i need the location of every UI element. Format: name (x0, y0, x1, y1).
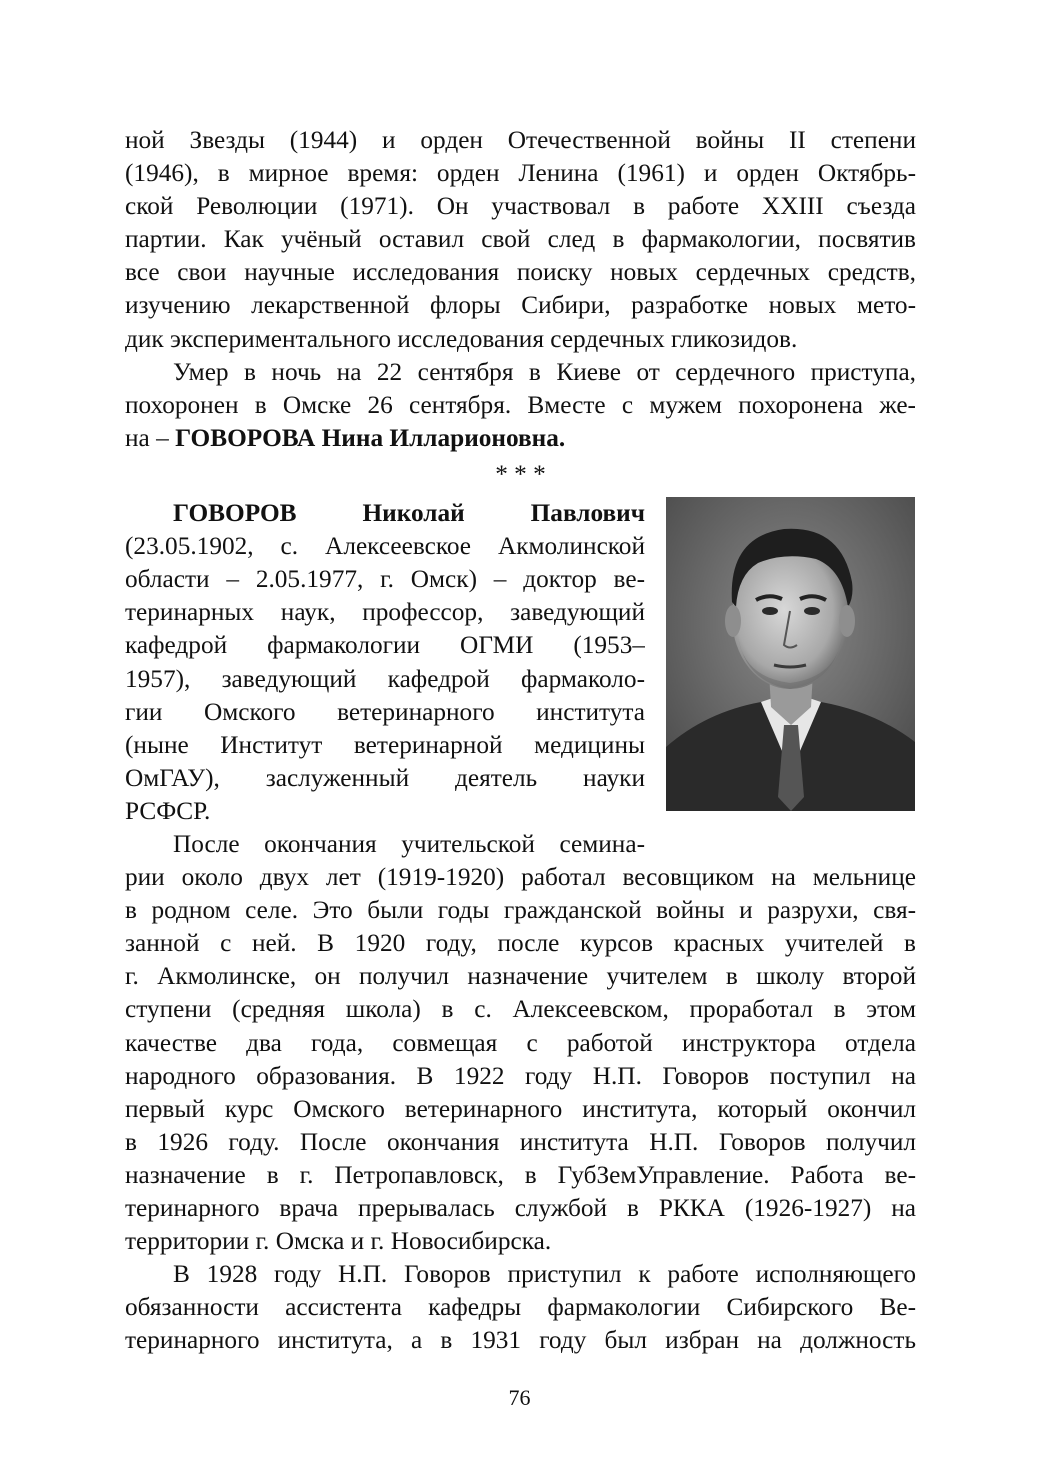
page-number: 76 (508, 1385, 531, 1410)
text-line: рии около двух лет (1919-1920) работал весовщиком на мельнице (125, 863, 916, 892)
paragraph-death (125, 356, 916, 455)
text-line: все свои научные исследования поиску новых сердечных средств, (125, 258, 916, 287)
text-line: территории г. Омска и г. Новосибирска. (125, 1227, 552, 1256)
text-line: в родном селе. Это были годы гражданской войны и разрухи, свя- (125, 896, 916, 925)
text-line: дик экспериментального исследования сердечных гликозидов. (125, 324, 798, 353)
surname: ГОВОРОВ (173, 499, 297, 528)
text-line: г. Акмолинске, он получил назначение учителем в школу второй (125, 962, 916, 991)
text-line: ступени (средняя школа) в с. Алексеевском, проработал в этом (125, 995, 916, 1024)
text-line (125, 422, 916, 455)
text-line: После окончания учительской семина- (173, 829, 645, 858)
first-name: Николай (362, 499, 465, 528)
text-line: занной с ней. В 1920 году, после курсов красных учителей в (125, 929, 916, 958)
text-line: (23.05.1902, с. Алексеевское Акмолинской (125, 532, 645, 561)
text-line: теринарного института, а в 1931 году был избран на должность (125, 1326, 916, 1355)
text-line: кафедрой фармакологии ОГМИ (1953– (125, 631, 645, 660)
paragraph-career (125, 861, 916, 1258)
text-line: ОмГАУ), заслуженный деятель науки (125, 763, 645, 792)
text-line: партии. Как учёный оставил свой след в фармакологии, посвятив (125, 225, 916, 254)
text-line: обязанности ассистента кафедры фармакологии Сибирского Ве- (125, 1293, 916, 1322)
portrait-image (666, 497, 915, 811)
text-line: похоронен в Омске 26 сентября. Вместе с мужем похоронена же- (125, 390, 916, 419)
text-line: гии Омского ветеринарного института (125, 697, 645, 726)
text-line: назначение в г. Петропавловск, в ГубЗемУправление. Работа ве- (125, 1160, 916, 1189)
person-name (125, 497, 645, 530)
text-line: качестве два года, совмещая с работой инструктора отдела (125, 1028, 916, 1057)
text-line: (ныне Институт ветеринарной медицины (125, 730, 645, 759)
text-line: ской Революции (1971). Он участвовал в работе XXIII съезда (125, 192, 916, 221)
paragraph-awards (125, 124, 916, 356)
text-line: области – 2.05.1977, г. Омск) – доктор ве- (125, 565, 645, 594)
biography-intro (125, 497, 645, 861)
text-line: 1957), заведующий кафедрой фармаколо- (125, 664, 645, 693)
patronymic: Павлович (530, 499, 645, 528)
page-body (125, 124, 916, 1357)
text-line: (1946), в мирное время: орден Ленина (1961) и орден Октябрь- (125, 159, 916, 188)
portrait-photo (666, 497, 915, 811)
text-line: народного образования. В 1922 году Н.П. Говоров поступил на (125, 1061, 916, 1090)
section-separator: * * * (495, 459, 546, 488)
text-line: в 1926 году. После окончания института Н.П. Говоров получил (125, 1127, 916, 1156)
text-line: РСФСР. (125, 796, 211, 825)
text-line: теринарных наук, профессор, заведующий (125, 598, 645, 627)
text-line: изучению лекарственной флоры Сибири, разработке новых мето- (125, 291, 916, 320)
text-line: Умер в ночь на 22 сентября в Киеве от сердечного приступа, (173, 357, 916, 386)
text-fragment: на – (125, 423, 176, 452)
text-line: теринарного врача прерывалась службой в РККА (1926-1927) на (125, 1194, 916, 1222)
text-line: В 1928 году Н.П. Говоров приступил к работе исполняющего (173, 1260, 916, 1289)
wife-name: ГОВОРОВА Нина Илларионовна. (175, 423, 566, 452)
text-line: ной Звезды (1944) и орден Отечественной войны II степени (125, 126, 916, 154)
biography-section (125, 497, 916, 861)
text-line: первый курс Омского ветеринарного института, который окончил (125, 1094, 916, 1123)
paragraph-1928 (125, 1258, 916, 1357)
